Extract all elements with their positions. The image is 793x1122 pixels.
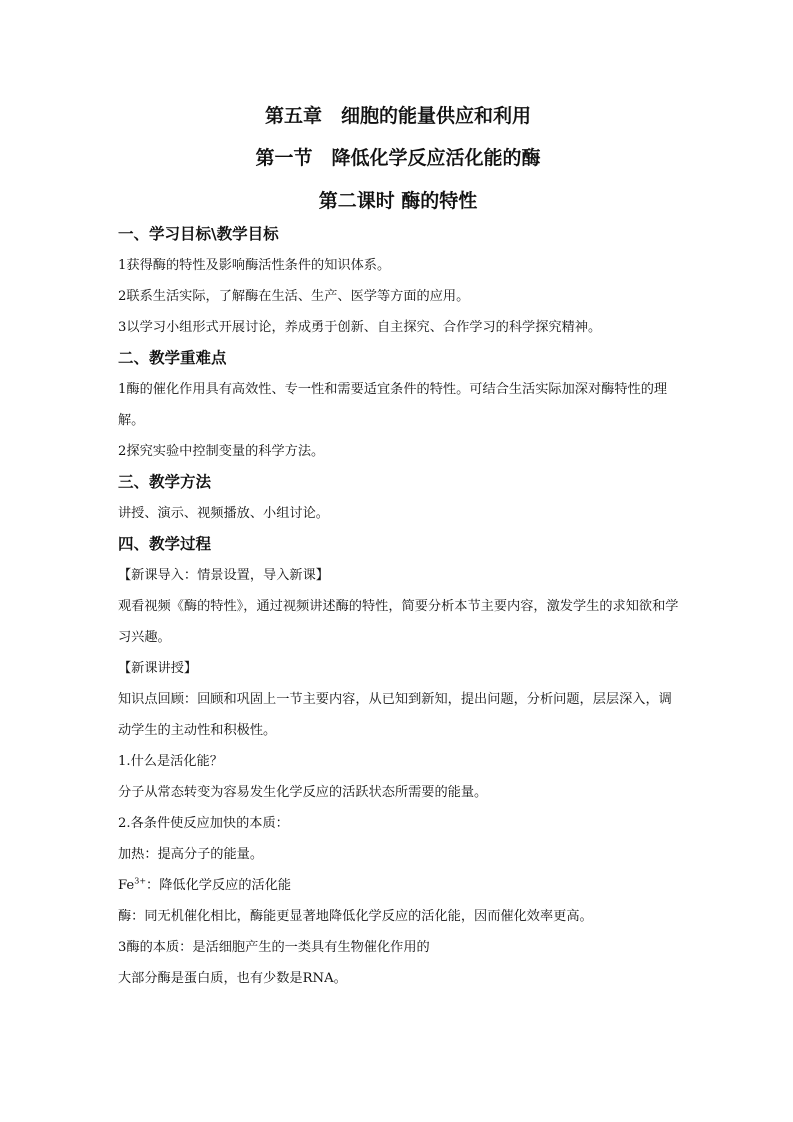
key-point-item: 1酶的催化作用具有高效性、专一性和需要适宜条件的特性。可结合生活实际加深对酶特性的理解。	[118, 382, 668, 428]
review-text: 知识点回顾：回顾和巩固上一节主要内容，从已知到新知，提出问题，分析问题，层层深入，调动学生的主动性和积极性。	[118, 692, 672, 738]
answer-1: 分子从常态转变为容易发生化学反应的活跃状态所需要的能量。	[118, 785, 488, 800]
fe-line	[118, 870, 678, 901]
enzyme-line: 酶：同无机催化相比，酶能更显著地降低化学反应的活化能，因而催化效率更高。	[118, 909, 593, 924]
intro-text: 观看视频《酶的特性》，通过视频讲述酶的特性，简要分析本节主要内容，激发学生的求知欲和学习兴趣。	[118, 599, 679, 645]
objective-item: 2联系生活实际，了解酶在生活、生产、医学等方面的应用。	[118, 289, 470, 304]
process-heading: 四、教学过程	[118, 535, 212, 553]
section-title: 第一节 降低化学反应活化能的酶	[255, 147, 541, 169]
question-3: 3酶的本质：是活细胞产生的一类具有生物催化作用的	[118, 940, 430, 955]
objective-item: 3以学习小组形式开展讨论，养成勇于创新、自主探究、合作学习的科学探究精神。	[118, 320, 602, 335]
key-points-heading: 二、教学重难点	[118, 349, 227, 367]
lesson-title: 第二课时 酶的特性	[318, 190, 478, 212]
question-1: 1.什么是活化能？	[118, 754, 223, 769]
objective-item: 1获得酶的特性及影响酶活性条件的知识体系。	[118, 258, 391, 273]
intro-label: 【新课导入：情景设置，导入新课】	[118, 568, 329, 583]
fe-symbol: Fe	[118, 878, 135, 893]
key-point-item: 2探究实验中控制变量的科学方法。	[118, 444, 325, 459]
document-page	[118, 100, 678, 994]
methods-text: 讲授、演示、视频播放、小组讨论。	[118, 506, 329, 521]
objectives-heading: 一、学习目标\教学目标	[118, 225, 279, 243]
chapter-title: 第五章 细胞的能量供应和利用	[264, 105, 531, 127]
lecture-label: 【新课讲授】	[118, 661, 198, 676]
fe-text: ：降低化学反应的活化能	[146, 878, 292, 893]
answer-3: 大部分酶是蛋白质，也有少数是RNA。	[118, 971, 347, 986]
question-2: 2.各条件使反应加快的本质：	[118, 816, 289, 831]
heat-line: 加热：提高分子的能量。	[118, 847, 264, 862]
methods-heading: 三、教学方法	[118, 473, 212, 491]
fe-charge: 3+	[134, 876, 147, 886]
